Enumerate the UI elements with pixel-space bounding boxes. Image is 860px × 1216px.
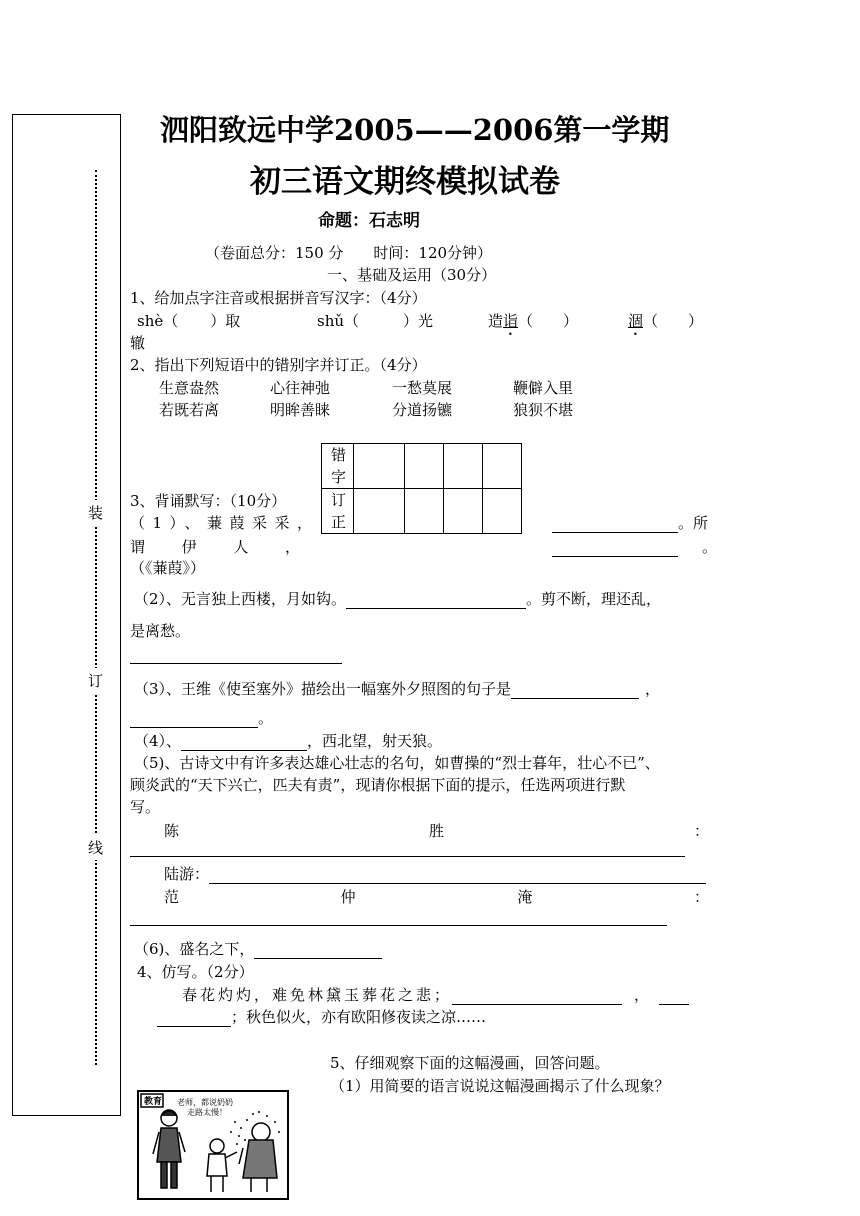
q1-item-4-dotted-char: 涸 — [628, 312, 644, 330]
q1-item-1-pinyin: shè（ — [137, 312, 179, 330]
grid-label-wrong-char: 错字 — [322, 444, 354, 489]
q1-item-1-text: ）取 — [210, 312, 241, 330]
q3-s5-luyou — [164, 863, 706, 884]
q1-item-4 — [628, 310, 703, 339]
q1-wrap-char: 辙 — [130, 334, 146, 352]
q3-s5-fanzhongyan: 范 仲 淹 ： — [164, 888, 709, 906]
exam-title-line1: 泗阳致远中学2005——2006第一学期 — [160, 113, 670, 147]
q3-s4-prefix: （4）、 — [134, 732, 182, 750]
exam-title-line2: 初三语文期终模拟试卷 — [250, 164, 560, 200]
q3-s3-blank-2[interactable] — [130, 710, 258, 728]
grid-cell-correction[interactable] — [354, 489, 405, 534]
q3-s1-line2-right — [552, 536, 717, 557]
q4-blank-2[interactable] — [659, 987, 689, 1005]
q1-item-3-prefix: 造 — [488, 312, 504, 330]
grid-cell-wrong[interactable] — [444, 444, 483, 489]
section-title-1: 一、基础及运用（30分） — [327, 266, 497, 284]
grid-cell-wrong[interactable] — [354, 444, 405, 489]
q3-s4-blank[interactable] — [181, 733, 307, 751]
q1-item-2 — [317, 310, 433, 331]
q3-s3-comma: ， — [645, 680, 661, 698]
q2-stem: 2、指出下列短语中的错别字并订正。（4分） — [130, 356, 427, 374]
q3-s3-blank-1[interactable] — [511, 681, 639, 699]
q1-item-3-blank: （ ） — [518, 312, 579, 330]
binding-char-zhuang: 装 — [88, 500, 103, 525]
q2-phrase: 分道扬镳 — [392, 401, 453, 419]
q2-phrase: 明眸善睐 — [270, 401, 331, 419]
q4-blank-1[interactable] — [452, 987, 622, 1005]
q3-s1-blank-2[interactable] — [552, 539, 678, 557]
q4-line2-text: ；秋色似火，亦有欧阳修夜读之凉…… — [231, 1008, 487, 1026]
q3-s4-text: ，西北望，射天狼。 — [307, 732, 443, 750]
q3-s1-line2-left: 谓伊人， — [130, 538, 300, 556]
grid-cell-correction[interactable] — [483, 489, 522, 534]
q3-s5-line2: 顾炎武的“天下兴亡，匹夫有责”，现请你根据下面的提示，任选两项进行默 — [130, 776, 626, 794]
q4-stem: 4、仿写。（2分） — [137, 963, 254, 981]
q4-line1-comma: ， — [634, 986, 650, 1004]
q3-stem: 3、背诵默写：（10分） — [130, 492, 287, 510]
q3-s1-blank-1[interactable] — [552, 515, 678, 533]
q3-s5-line3: 写。 — [130, 798, 161, 816]
q3-s2-text-a: （2）、无言独上西楼，月如钩。 — [134, 590, 347, 608]
q3-s4-line — [134, 730, 442, 751]
q3-s3-period: 。 — [258, 709, 274, 727]
q3-s3-line2 — [130, 707, 273, 728]
comic-caption-1: 老师，都说奶奶 — [177, 1098, 233, 1107]
q4-blank-3[interactable] — [157, 1009, 231, 1027]
q3-s1-line2-end: 。 — [702, 538, 718, 556]
q2-phrase: 生意盎然 — [159, 379, 220, 397]
q5-stem: 5、仔细观察下面的这幅漫画，回答问题。 — [330, 1054, 610, 1072]
q3-s5-chensheng: 陈 胜 ： — [164, 822, 709, 840]
q3-s2-line — [134, 588, 661, 609]
q1-item-2-text: ）光 — [403, 312, 434, 330]
q1-item-3-dotted-char: 诣 — [503, 312, 519, 330]
binding-dotted-line — [95, 170, 97, 1065]
q2-phrase: 鞭僻入里 — [513, 379, 574, 397]
binding-char-ding: 订 — [88, 668, 103, 693]
q2-phrase: 若既若离 — [159, 401, 220, 419]
q3-s5-line1: （5)、古诗文中有许多表达雄心壮志的名句，如曹操的“烈士暮年，壮心不已”、 — [134, 754, 660, 772]
q3-s5-luyou-blank[interactable] — [209, 866, 706, 884]
q3-s3-text: （3）、王维《使至塞外》描绘出一幅塞外夕照图的句子是 — [134, 680, 512, 698]
q2-phrase: 心往神弛 — [270, 379, 331, 397]
q1-item-3 — [488, 310, 578, 339]
q3-s6-blank[interactable] — [254, 941, 382, 959]
q3-s3-line — [134, 678, 660, 699]
q3-s2-blank[interactable] — [346, 591, 526, 609]
q3-s2-text-b: 。剪不断，理还乱， — [526, 590, 662, 608]
grid-cell-wrong[interactable] — [483, 444, 522, 489]
q5-sub1: （1）用简要的语言说说这幅漫画揭示了什么现象？ — [330, 1077, 670, 1095]
q1-item-1 — [137, 310, 240, 331]
q3-s1-source: （《蒹葭》） — [130, 559, 206, 577]
q3-s5-fanzhongyan-blank[interactable] — [130, 925, 667, 926]
q1-item-4-blank: （ ） — [643, 312, 704, 330]
q3-s6-text: （6)、盛名之下， — [134, 940, 255, 958]
exam-author: 命题：石志明 — [318, 211, 420, 231]
q1-stem: 1、给加点字注音或根据拼音写汉字：（4分） — [130, 289, 427, 307]
grid-cell-correction[interactable] — [444, 489, 483, 534]
q4-line2 — [157, 1006, 486, 1027]
grid-cell-correction[interactable] — [405, 489, 444, 534]
q3-s1-left: （1）、蒹葭采采， — [130, 514, 312, 532]
q1-item-2-pinyin: shǔ（ — [317, 312, 360, 330]
q3-s5-luyou-label: 陆游： — [164, 865, 210, 883]
binding-char-xian: 线 — [88, 835, 103, 860]
q3-s6-line — [134, 938, 382, 959]
binding-margin-box — [12, 114, 121, 1116]
q3-s1-right — [552, 512, 708, 533]
comic-drawing — [139, 1092, 287, 1198]
q3-s2-blank-line[interactable] — [130, 663, 342, 664]
grid-label-correction: 订正 — [322, 489, 354, 534]
comic-caption-2: 走路太慢！ — [187, 1108, 227, 1117]
q4-line1 — [182, 984, 689, 1005]
q3-s2-end: 是离愁。 — [130, 622, 191, 640]
q2-phrase: 狼狈不堪 — [513, 401, 574, 419]
q2-phrase: 一愁莫展 — [392, 379, 453, 397]
q2-answer-grid — [321, 443, 522, 534]
exam-meta: （卷面总分：150 分 时间：120分钟） — [205, 244, 493, 262]
q3-s1-right-end: 。所 — [678, 514, 709, 532]
q4-line1-text: 春花灼灼，难免林黛玉葬花之悲； — [182, 986, 453, 1004]
comic-tag: 教育 — [144, 1097, 163, 1107]
q3-s5-chensheng-blank[interactable] — [130, 856, 685, 857]
comic-image — [137, 1090, 289, 1200]
grid-cell-wrong[interactable] — [405, 444, 444, 489]
